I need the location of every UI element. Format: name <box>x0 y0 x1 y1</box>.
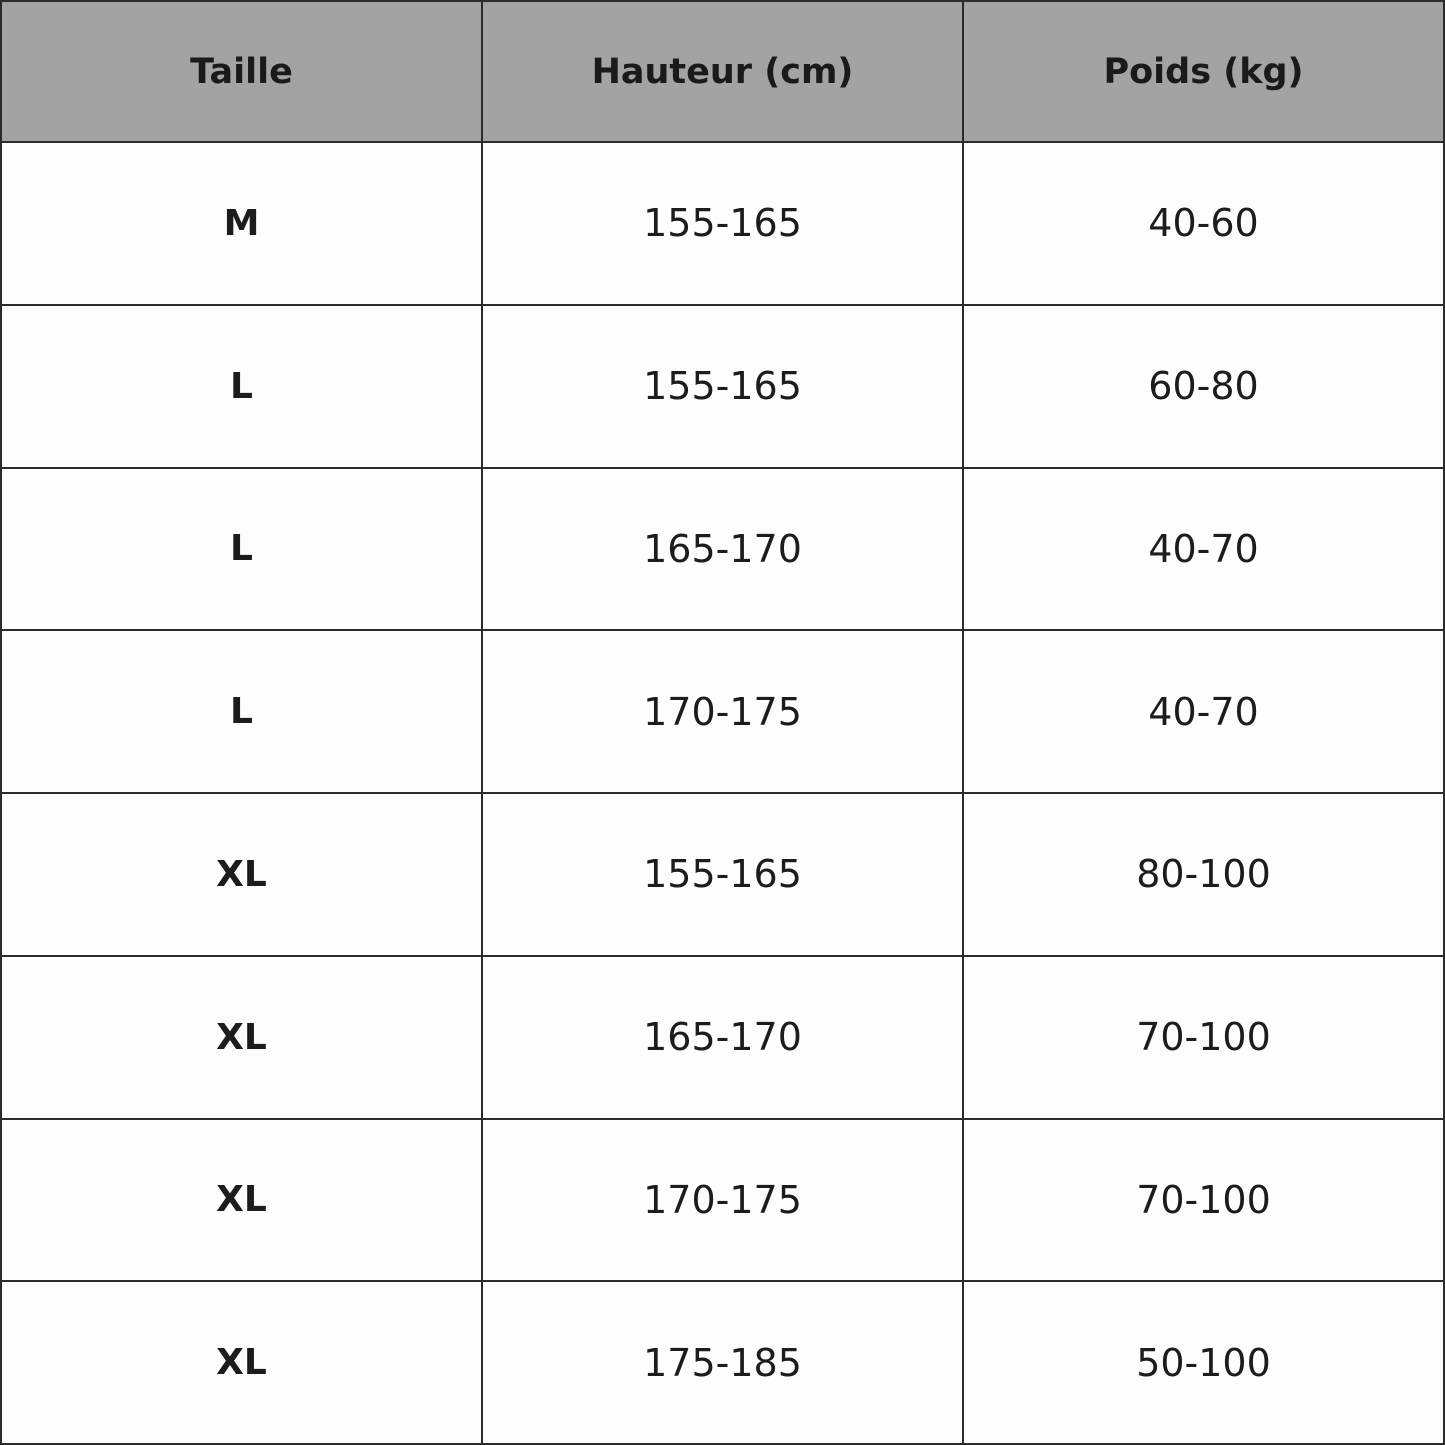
cell-taille: M <box>1 142 482 305</box>
table-header <box>1 1 1444 142</box>
header-taille: Taille <box>1 1 482 142</box>
cell-hauteur: 170-175 <box>482 1119 963 1282</box>
cell-hauteur: 155-165 <box>482 793 963 956</box>
cell-poids: 70-100 <box>963 1119 1444 1282</box>
table-row <box>1 630 1444 793</box>
cell-taille: XL <box>1 1281 482 1444</box>
cell-taille: L <box>1 468 482 631</box>
cell-hauteur: 165-170 <box>482 956 963 1119</box>
table-body <box>1 142 1444 1444</box>
header-poids: Poids (kg) <box>963 1 1444 142</box>
cell-hauteur: 155-165 <box>482 142 963 305</box>
header-row <box>1 1 1444 142</box>
table-row <box>1 142 1444 305</box>
header-hauteur: Hauteur (cm) <box>482 1 963 142</box>
cell-poids: 80-100 <box>963 793 1444 956</box>
cell-poids: 40-70 <box>963 468 1444 631</box>
table-row <box>1 793 1444 956</box>
cell-poids: 40-60 <box>963 142 1444 305</box>
table-row <box>1 305 1444 468</box>
cell-taille: L <box>1 630 482 793</box>
cell-poids: 40-70 <box>963 630 1444 793</box>
cell-hauteur: 165-170 <box>482 468 963 631</box>
cell-hauteur: 175-185 <box>482 1281 963 1444</box>
cell-poids: 70-100 <box>963 956 1444 1119</box>
cell-hauteur: 170-175 <box>482 630 963 793</box>
table-row <box>1 468 1444 631</box>
table-row <box>1 1119 1444 1282</box>
cell-taille: XL <box>1 956 482 1119</box>
table-row <box>1 1281 1444 1444</box>
cell-hauteur: 155-165 <box>482 305 963 468</box>
cell-taille: XL <box>1 793 482 956</box>
table-row <box>1 956 1444 1119</box>
cell-taille: XL <box>1 1119 482 1282</box>
cell-poids: 60-80 <box>963 305 1444 468</box>
cell-taille: L <box>1 305 482 468</box>
cell-poids: 50-100 <box>963 1281 1444 1444</box>
